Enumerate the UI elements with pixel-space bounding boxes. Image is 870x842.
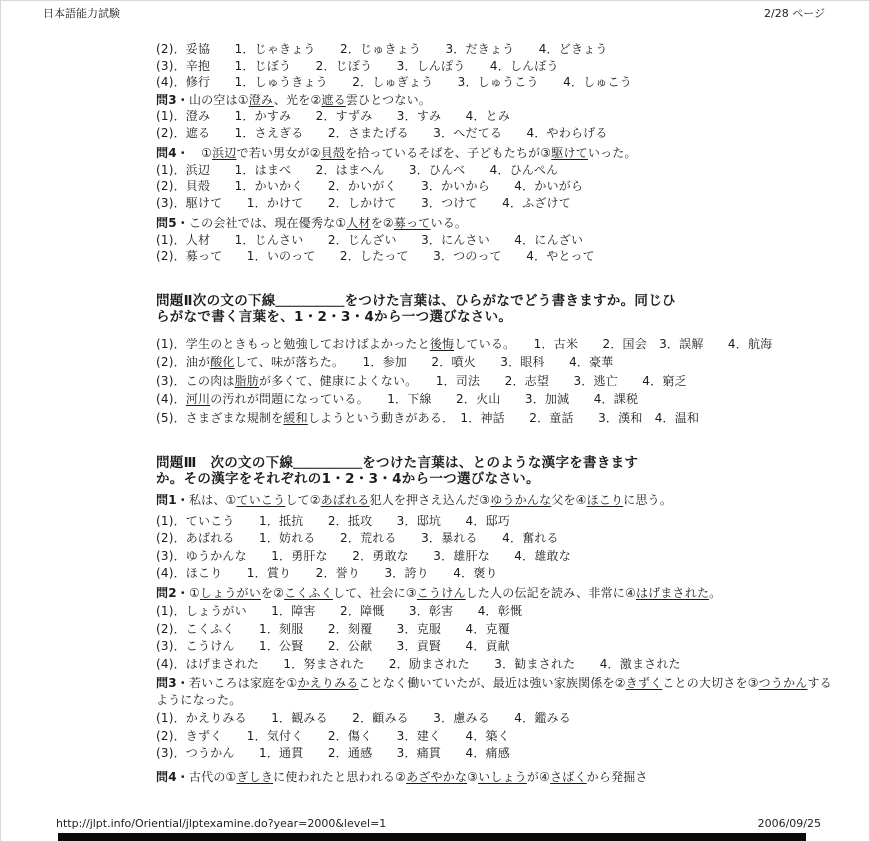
option-line: (3)．駆けて 1．かけて 2．しかけて 3．つけて 4．ふざけて — [156, 195, 571, 210]
option-line: (2)．あばれる 1．妨れる 2．荒れる 3．暴れる 4．奮れる — [156, 531, 559, 545]
option-line: (5)．さまざまな規制を緩和しようという動きがある． 1．神話 2．童話 3．漢和 4．温和 — [156, 410, 700, 425]
option-line: (3)．この肉は脂肪が多くて、健康によくない。 1．司法 2．志望 3．逃亡 4．窮乏 — [156, 373, 687, 388]
option-line: (3)．辛抱 1．じぼう 2．じぽう 3．しんぽう 4．しんぼう — [156, 58, 559, 73]
section-header-3: 問題Ⅲ 次の文の下線＿＿＿＿＿をつけた言葉は、とのような漢字を書きますか。その漢字をそれぞれの1・2・3・4から一つ選びなさい。 — [156, 455, 639, 487]
page-number: 2/28 ページ — [764, 7, 825, 20]
section-header-2: 問題Ⅱ次の文の下線＿＿＿＿＿をつけた言葉は、ひらがなでどう書きますか。同じひらがなで書く言葉を、1・2・3・4から一つ選びなさい。 — [156, 292, 676, 325]
question-sentence: 問1・私は、①ていこうして②あばれる犯人を押さえ込んだ③ゆうかんな父を④ほこりに思う。 — [156, 493, 673, 507]
page-footer — [56, 817, 821, 830]
document-title: 日本語能力試験 — [43, 7, 120, 20]
option-line: (1)．しょうがい 1．障害 2．障慨 3．彰害 4．彰慨 — [156, 604, 523, 618]
option-line: (2)．募って 1．いのって 2．したって 3．つのって 4．やとって — [156, 249, 595, 263]
print-date: 2006/09/25 — [757, 817, 821, 830]
option-line: (4)．河川の汚れが問題になっている。 1．下線 2．火山 3．加減 4．課税 — [156, 392, 639, 406]
option-line: (1)．学生のときもっと勉強しておけばよかったと後悔している。 1．古米 2．国会 3．誤解 4．航海 — [156, 336, 773, 351]
option-line: (2)．こくふく 1．刻服 2．刻覆 3．克服 4．克覆 — [156, 621, 510, 636]
source-url: http://jlpt.info/Oriential/jlptexamine.do?year=2000&level=1 — [56, 817, 387, 830]
option-line: (1)．かえりみる 1．観みる 2．顧みる 3．慮みる 4．鑑みる — [156, 711, 571, 725]
option-line: (2)．油が酸化して、味が落ちた。 1．参加 2．噴火 3．眼科 4．豪華 — [156, 355, 614, 369]
option-line: (3)．つうかん 1．通貫 2．通感 3．痛貫 4．痛感 — [156, 746, 510, 760]
option-line: (3)．こうけん 1．公賢 2．公献 3．貢賢 4．貢献 — [156, 639, 510, 653]
question-sentence: 問5・この会社では、現在優秀な①人材を②募っている。 — [156, 216, 468, 230]
option-line: (2)．妥協 1．じゃきょう 2．じゅきょう 3．だきょう 4．どきょう — [156, 42, 608, 56]
option-line: (1)．浜辺 1．はまべ 2．はまへん 3．ひんべ 4．ひんぺん — [156, 162, 559, 177]
option-line: (1)．ていこう 1．抵抗 2．抵攻 3．邸坑 4．邸巧 — [156, 513, 510, 528]
option-line: (3)．ゆうかんな 1．勇肝な 2．勇敢な 3．雄肝な 4．雄敢な — [156, 548, 571, 563]
option-line: (2)．貝殻 1．かいかく 2．かいがく 3．かいから 4．かいがら — [156, 179, 584, 193]
option-line: (2)．遮る 1．さえぎる 2．さまたげる 3．へだてる 4．やわらげる — [156, 125, 608, 140]
option-line: (4)．ほこり 1．賞り 2．誉り 3．誇り 4．褒り — [156, 566, 498, 580]
scan-artifact-bar — [58, 833, 806, 841]
option-line: (4)．修行 1．しゅうきょう 2．しゅぎょう 3．しゅうこう 4．しゅこう — [156, 75, 632, 89]
option-line: (2)．きずく 1．気付く 2．傷く 3．建く 4．築く — [156, 728, 510, 743]
question-sentence: 問4・古代の①ぎしきに使われたと思われる②あざやかな③いしょうが④さばくから発掘さ — [156, 769, 648, 784]
question-sentence: 問4・ ①浜辺で若い男女が②貝殻を拾っているそばを、子どもたちが③駆けていった。 — [156, 146, 637, 160]
option-line: (1)．澄み 1．かすみ 2．すずみ 3．すみ 4．とみ — [156, 109, 511, 123]
page-header — [43, 5, 825, 21]
option-line: (1)．人材 1．じんさい 2．じんざい 3．にんさい 4．にんざい — [156, 232, 584, 247]
option-line: (4)．はげまされた 1．努まされた 2．励まされた 3．勧まされた 4．激まされた — [156, 656, 681, 671]
question-sentence: 問2・①しょうがいを②こくふくして、社会に③こうけんした人の伝記を読み、非常に④はげまされた。 — [156, 585, 722, 600]
question-sentence: 問3・山の空は①澄み、光を②遮る雲ひとつない。 — [156, 92, 431, 107]
question-sentence: 問3・若いころは家庭を①かえりみることなく働いていたが、最近は強い家族関係を②きずくことの大切さを③つうかんするようになった。 — [156, 676, 832, 707]
document-body — [156, 41, 851, 785]
